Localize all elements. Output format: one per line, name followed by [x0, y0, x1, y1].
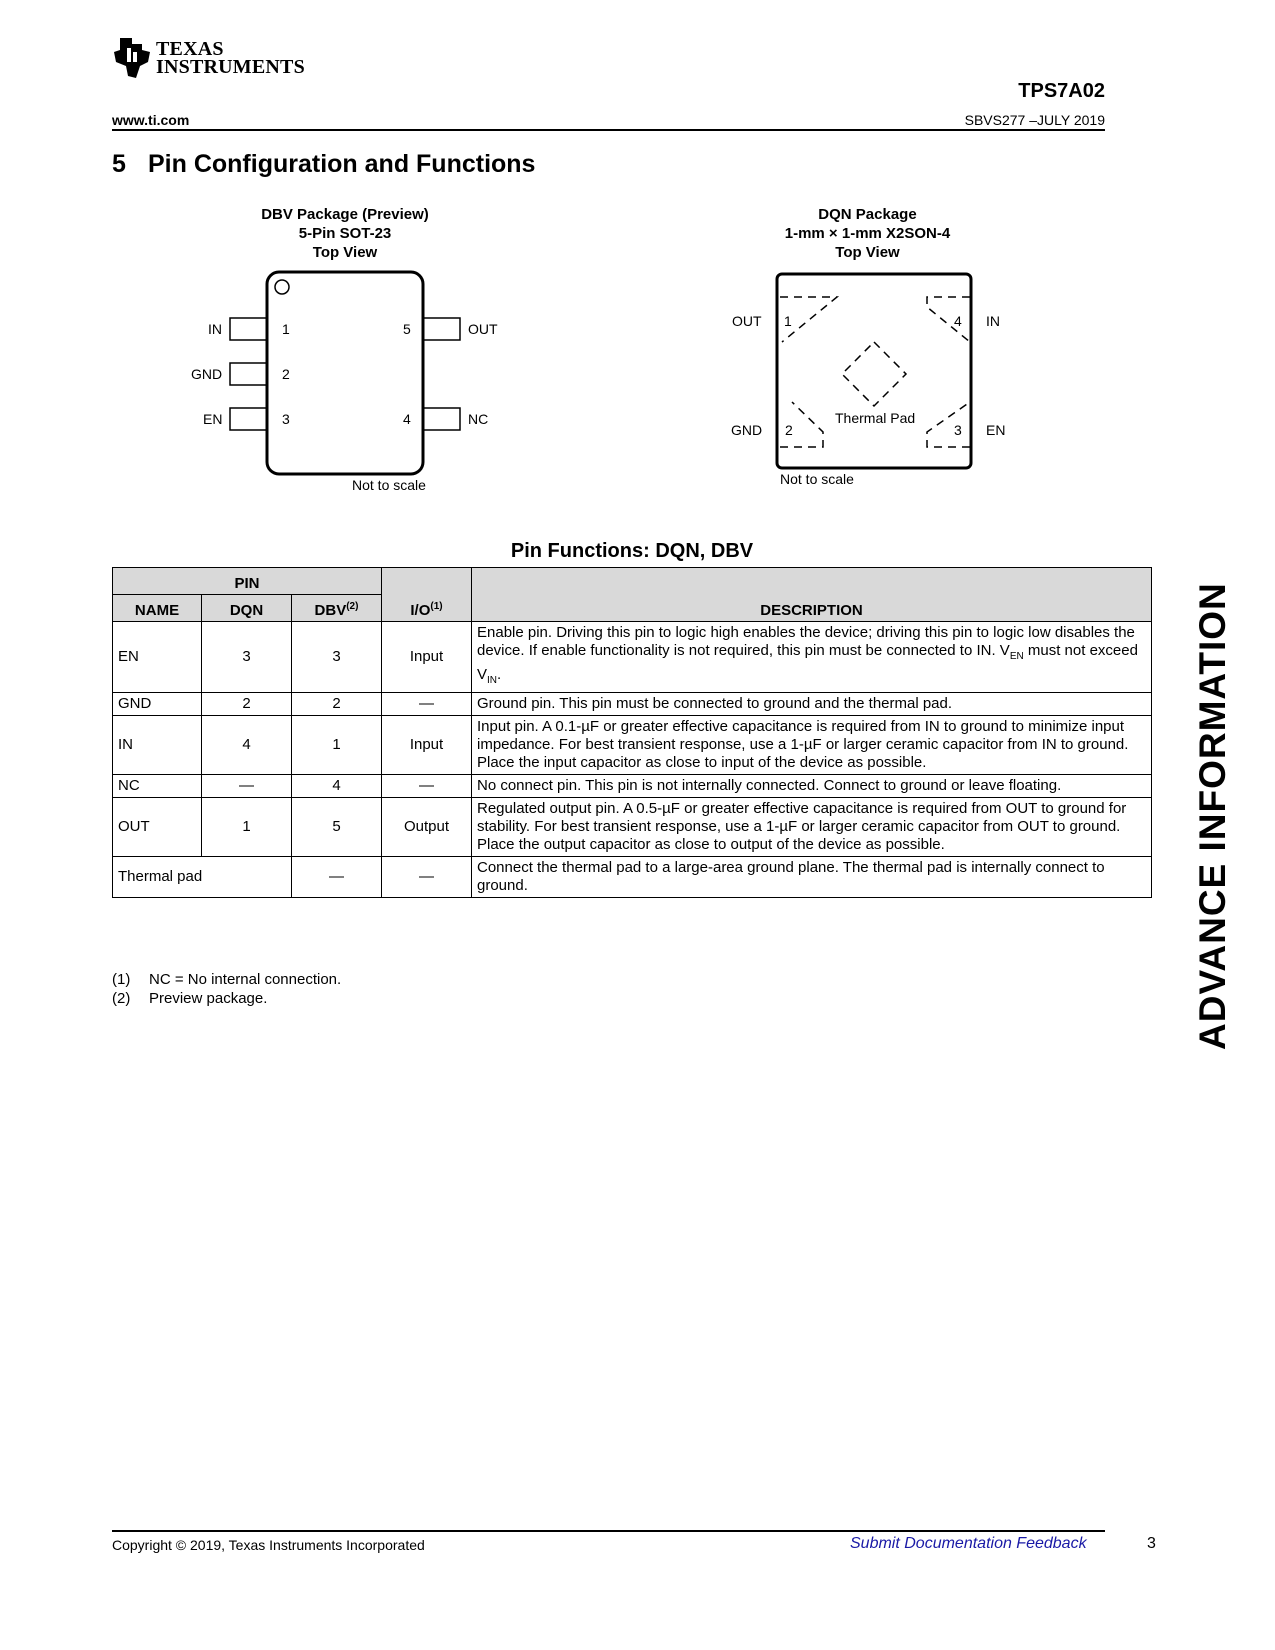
pin-dbv: 1 — [292, 716, 382, 775]
table-row — [113, 693, 1152, 716]
copyright: Copyright © 2019, Texas Instruments Incorporated — [112, 1537, 425, 1553]
pin-io: Output — [382, 798, 472, 857]
dqn-pin-out-num: 1 — [784, 313, 792, 329]
pin-io: Input — [382, 716, 472, 775]
pin-functions-table — [112, 567, 1152, 898]
dbv-header: DBV$^{(2)}$ — [292, 595, 382, 622]
dbv-pin-en-label: EN — [203, 411, 223, 427]
advance-information-watermark: ADVANCE INFORMATION — [1192, 582, 1233, 1050]
dbv-pin-gnd-label: GND — [191, 366, 223, 382]
pin-name: IN — [113, 716, 202, 775]
pin-description: Ground pin. This pin must be connected to ground and the thermal pad. — [472, 693, 1152, 716]
pin-io: Input — [382, 622, 472, 693]
ti-logo-icon — [112, 36, 152, 80]
footnote: (1) NC = No internal connection. — [112, 971, 342, 988]
section-title: Pin Configuration and Functions — [148, 150, 536, 178]
pin-description: Enable pin. Driving this pin to logic high enables the device; driving this pin to logic low disables the device. If enable functionality is not required, this pin must be connected to IN. $V_{EN}$ must not exceed $V_{IN}$. — [472, 622, 1152, 693]
pin-description: No connect pin. This pin is not internally connected. Connect to ground or leave floating. — [472, 775, 1152, 798]
pin-dbv: — — [292, 857, 382, 898]
pin-dbv: 5 — [292, 798, 382, 857]
dbv-pin-in-label: IN — [208, 321, 222, 337]
pin-dqn: 3 — [202, 622, 292, 693]
part-number: TPS7A02 — [1018, 80, 1105, 102]
section-heading — [112, 150, 535, 179]
pin-dbv: 4 — [292, 775, 382, 798]
pin-description: Connect the thermal pad to a large-area ground plane. The thermal pad is internally connect to ground. — [472, 857, 1152, 898]
io-header: $I/O^{(1)}$ — [382, 568, 472, 622]
dqn-pin-en-num: 3 — [954, 422, 962, 438]
pin-dqn: 2 — [202, 693, 292, 716]
dbv-pin-nc-label: NC — [468, 411, 489, 427]
dbv-pin-gnd-num: 2 — [282, 366, 290, 382]
dqn-pin-in-label: IN — [986, 313, 1000, 329]
pin-name: OUT — [113, 798, 202, 857]
dbv-pin-nc-num: 4 — [403, 411, 411, 427]
dqn-pin-in-num: 4 — [954, 313, 962, 329]
dqn-pin-en-label: EN — [986, 422, 1006, 438]
table-title: Pin Functions: DQN, DBV — [510, 540, 754, 562]
table-row — [113, 857, 1152, 898]
footnote: (2) Preview package. — [112, 990, 268, 1007]
pin-io: — — [382, 775, 472, 798]
dbv-scale-note: Not to scale — [352, 477, 426, 493]
pin-description: Regulated output pin. A 0.5-µF or greater effective capacitance is required from OUT to ground for stability. For best transient response, use a 1-µF or larger ceramic capacitor from OUT to ground. Place the output capacitor as close to output of the device as possible. — [472, 798, 1152, 857]
dqn-pin-out-label: OUT — [732, 313, 762, 329]
dqn-title: DQN Package 1-mm × 1-mm X2SON-4 Top View — [784, 206, 951, 261]
description-header: DESCRIPTION — [472, 568, 1152, 622]
dbv-title: DBV Package (Preview) 5-Pin SOT-23 Top View — [261, 206, 429, 261]
dbv-pin-en-num: 3 — [282, 411, 290, 427]
dqn-outline — [720, 200, 1040, 500]
dqn-scale-note: Not to scale — [780, 471, 854, 487]
table-row — [113, 775, 1152, 798]
table-row — [113, 798, 1152, 857]
table-footnotes — [112, 970, 341, 1008]
dbv-package-diagram — [180, 200, 520, 500]
table-row — [113, 716, 1152, 775]
document-id: SBVS277 –JULY 2019 — [964, 112, 1105, 128]
header-rule — [112, 129, 1105, 131]
logo-wordmark: TEXAS INSTRUMENTS — [156, 38, 305, 78]
pin-io: — — [382, 693, 472, 716]
pin-name: EN — [113, 622, 202, 693]
pin-name: NC — [113, 775, 202, 798]
pin-dqn: 1 — [202, 798, 292, 857]
dbv-outline — [180, 200, 520, 500]
submit-feedback-link[interactable]: Submit Documentation Feedback — [850, 1535, 1087, 1552]
footer-rule — [112, 1530, 1105, 1532]
table-row — [113, 622, 1152, 693]
dbv-pin-in-num: 1 — [282, 321, 290, 337]
dqn-pin-gnd-label: GND — [731, 422, 763, 438]
pin-name: Thermal pad — [113, 857, 292, 898]
website-link[interactable]: www.ti.com — [112, 112, 190, 128]
pin-dqn: 4 — [202, 716, 292, 775]
pin-group-header: PIN — [113, 568, 382, 595]
dqn-header: DQN — [202, 595, 292, 622]
pin-io: — — [382, 857, 472, 898]
pin-dbv: 2 — [292, 693, 382, 716]
pin-dqn: — — [202, 775, 292, 798]
dqn-pin-gnd-num: 2 — [785, 422, 793, 438]
section-number: 5 — [112, 150, 126, 178]
pin-dbv: 3 — [292, 622, 382, 693]
pin-name: GND — [113, 693, 202, 716]
dbv-pin-out-label: OUT — [468, 321, 498, 337]
pin-description: Input pin. A 0.1-µF or greater effective capacitance is required from IN to ground to minimize input impedance. For best transient response, use a 1-µF or larger ceramic capacitor from IN to ground. Place the input capacitor as close to input of the device as possible. — [472, 716, 1152, 775]
dqn-package-diagram — [720, 200, 1040, 500]
ti-logo — [112, 36, 312, 86]
thermal-pad-label: Thermal Pad — [835, 410, 916, 426]
name-header: NAME — [113, 595, 202, 622]
page-number: 3 — [1147, 1535, 1156, 1552]
dbv-pin-out-num: 5 — [403, 321, 411, 337]
